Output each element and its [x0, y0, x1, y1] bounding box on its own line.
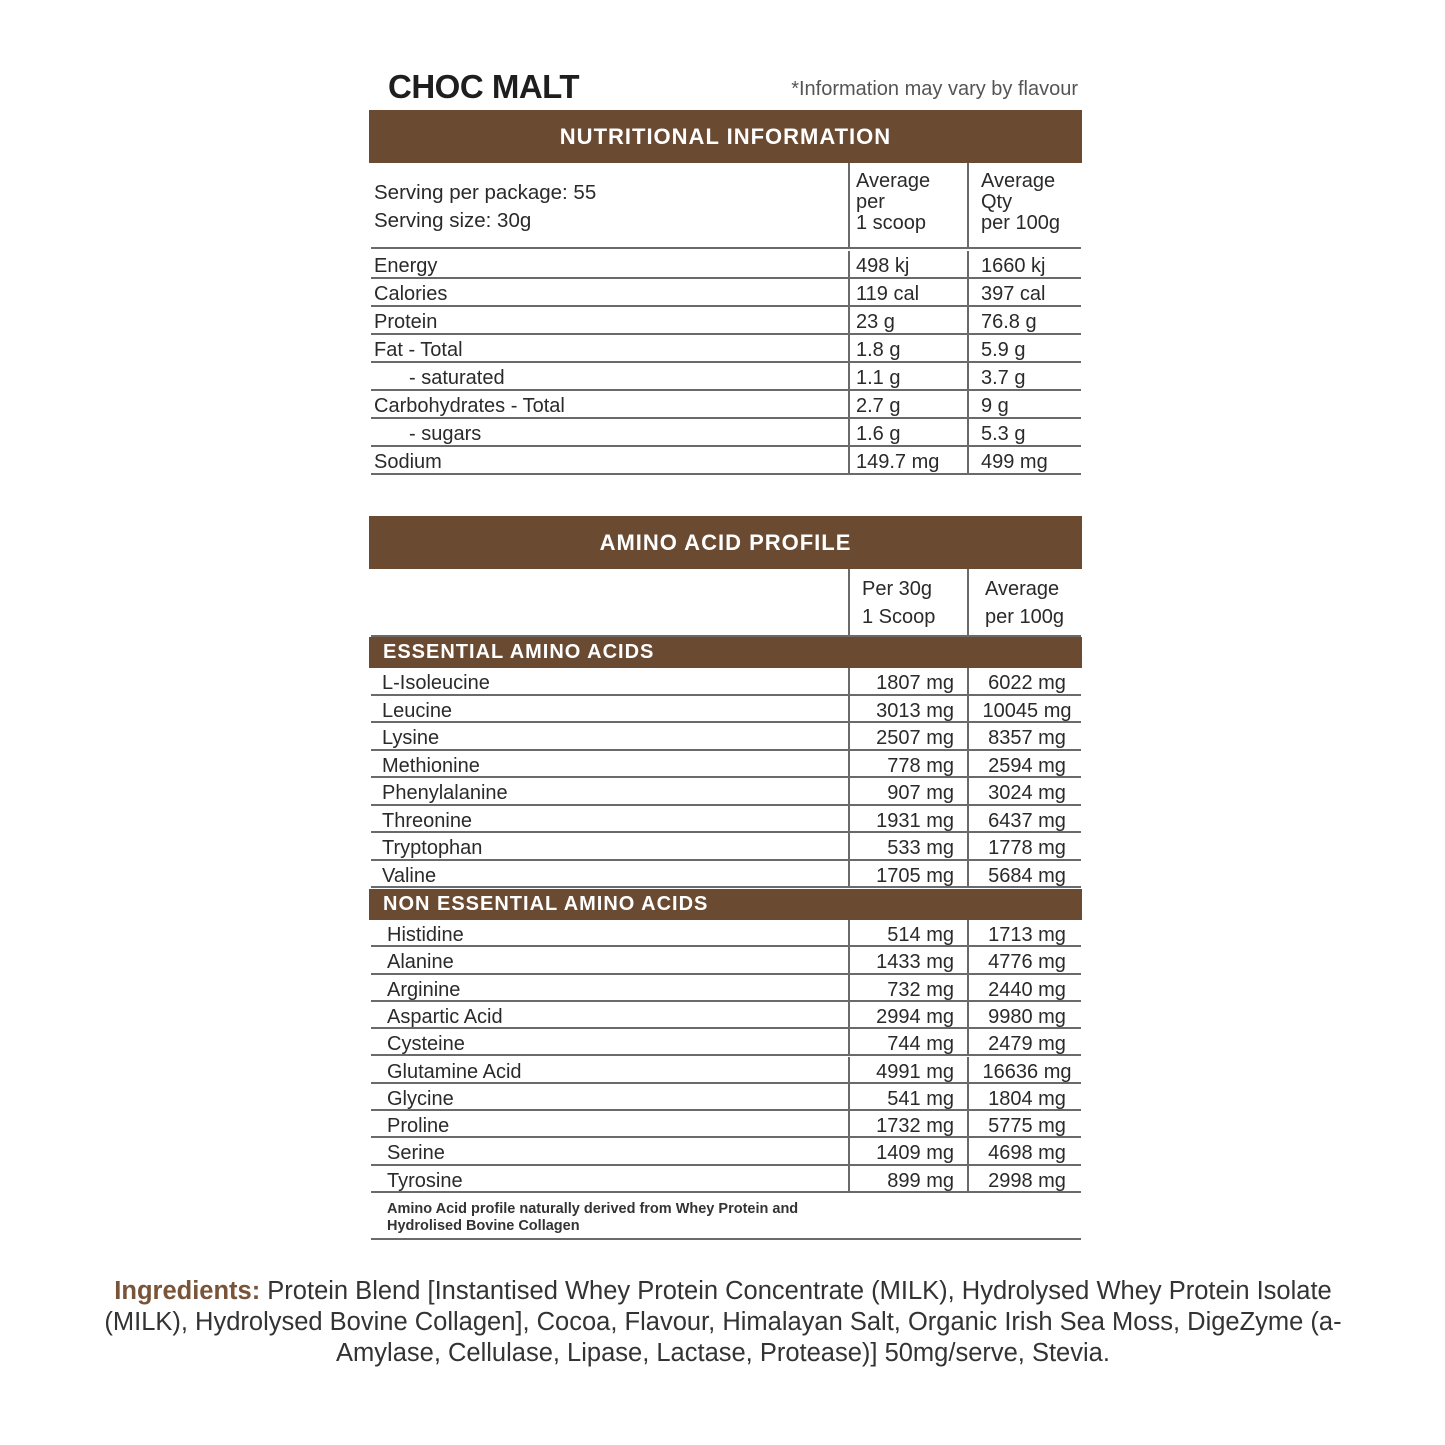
amino-header-row	[371, 569, 1081, 637]
row-label: Lysine	[382, 727, 440, 749]
amino-col-b-header	[967, 569, 1081, 635]
amino-footnote	[387, 1201, 857, 1235]
row-value-per-serve: 1705 mg	[848, 861, 968, 887]
nutrition-col-a-header	[848, 163, 968, 247]
row-value-per-100g: 1660 kj	[967, 251, 1081, 277]
row-value-per-100g: 397 cal	[967, 279, 1081, 305]
row-value-per-100g: 5775 mg	[967, 1111, 1081, 1136]
row-label: Carbohydrates - Total	[374, 395, 565, 417]
row-value-per-100g: 2479 mg	[967, 1029, 1081, 1054]
row-value-per-100g: 10045 mg	[967, 696, 1081, 722]
row-label: Tyrosine	[387, 1169, 463, 1192]
serving-size: Serving size: 30g	[374, 209, 532, 232]
nutrition-row	[371, 363, 1081, 391]
header-line: 1 Scoop	[862, 606, 936, 628]
row-label: L-Isoleucine	[382, 672, 490, 694]
amino-row	[371, 1111, 1081, 1138]
row-value-per-serve: 899 mg	[848, 1166, 968, 1191]
row-label: Valine	[382, 864, 437, 887]
row-value-per-100g: 6022 mg	[967, 668, 1081, 694]
row-value-per-serve: 744 mg	[848, 1029, 968, 1054]
amino-row	[371, 668, 1081, 696]
amino-row	[371, 723, 1081, 751]
row-value-per-100g: 16636 mg	[967, 1057, 1081, 1082]
header-line: per 100g	[981, 212, 1060, 234]
amino-row	[371, 920, 1081, 947]
row-value-per-serve: 541 mg	[848, 1084, 968, 1109]
row-label: Tryptophan	[382, 837, 483, 859]
header-line: Qty	[981, 191, 1013, 213]
row-value-per-serve: 1.1 g	[848, 363, 968, 389]
row-value-per-serve: 2507 mg	[848, 723, 968, 749]
amino-row	[371, 1002, 1081, 1029]
header-line: Per 30g	[862, 578, 933, 600]
row-label: Protein	[374, 311, 438, 333]
row-value-per-serve: 1433 mg	[848, 947, 968, 972]
row-value-per-serve: 1931 mg	[848, 806, 968, 832]
row-value-per-serve: 119 cal	[848, 279, 968, 305]
row-value-per-serve: 1.8 g	[848, 335, 968, 361]
serving-per-package: Serving per package: 55	[374, 181, 597, 204]
row-value-per-serve: 1.6 g	[848, 419, 968, 445]
row-label: Glutamine Acid	[387, 1060, 522, 1083]
row-label: - saturated	[409, 367, 505, 389]
amino-heading: AMINO ACID PROFILE	[369, 516, 1082, 569]
nutrition-serving-row	[371, 163, 1081, 249]
row-value-per-serve: 2.7 g	[848, 391, 968, 417]
row-label: Alanine	[387, 951, 454, 974]
row-value-per-100g: 8357 mg	[967, 723, 1081, 749]
nutrition-heading: NUTRITIONAL INFORMATION	[369, 110, 1082, 163]
row-value-per-100g: 5684 mg	[967, 861, 1081, 887]
row-label: Leucine	[382, 699, 453, 722]
header-line: 1 scoop	[856, 212, 927, 234]
footnote-line: Hydrolised Bovine Collagen	[387, 1218, 580, 1234]
amino-row	[371, 751, 1081, 779]
essential-heading: ESSENTIAL AMINO ACIDS	[369, 637, 1082, 668]
row-value-per-serve: 149.7 mg	[848, 447, 968, 473]
row-value-per-serve: 1732 mg	[848, 1111, 968, 1136]
row-value-per-100g: 499 mg	[967, 447, 1081, 473]
nutrition-row	[371, 251, 1081, 279]
row-label: Histidine	[387, 924, 464, 946]
row-value-per-serve: 4991 mg	[848, 1057, 968, 1082]
amino-row	[371, 861, 1081, 889]
amino-row	[371, 1029, 1081, 1056]
row-label: Energy	[374, 255, 438, 277]
row-value-per-serve: 732 mg	[848, 975, 968, 1000]
amino-row	[371, 947, 1081, 974]
product-title: CHOC MALT	[388, 68, 580, 105]
row-label: - sugars	[409, 423, 482, 445]
row-label: Methionine	[382, 754, 480, 777]
row-value-per-serve: 1409 mg	[848, 1138, 968, 1163]
row-value-per-100g: 4776 mg	[967, 947, 1081, 972]
flavour-note: *Information may vary by flavour	[791, 78, 1078, 100]
amino-col-a-header	[848, 569, 968, 635]
ingredients-text: Protein Blend [Instantised Whey Protein Concentrate (MILK), Hydrolysed Whey Protein Isolate (MILK), Hydrolysed Bovine Collagen], Cocoa, Flavour, Himalayan Salt, Organic Irish Sea Moss, DigeZyme (a-Amylase, Cellulase, Lipase, Lactase, Protease)] 50mg/serve, Stevia.	[104, 1277, 1342, 1367]
row-value-per-serve: 1807 mg	[848, 668, 968, 694]
row-value-per-100g: 9980 mg	[967, 1002, 1081, 1027]
row-label: Cysteine	[387, 1033, 465, 1056]
header-line: Average	[981, 170, 1056, 192]
header-line: per	[856, 191, 885, 213]
amino-row	[371, 975, 1081, 1002]
row-value-per-serve: 533 mg	[848, 833, 968, 859]
row-value-per-100g: 2998 mg	[967, 1166, 1081, 1191]
row-label: Fat - Total	[374, 339, 463, 361]
amino-row	[371, 778, 1081, 806]
footnote-line: Amino Acid profile naturally derived from Whey Protein and	[387, 1201, 799, 1217]
amino-row	[371, 1057, 1081, 1084]
amino-row	[371, 806, 1081, 834]
row-label: Proline	[387, 1115, 450, 1138]
serving-info	[374, 179, 596, 247]
amino-row	[371, 1166, 1081, 1193]
nutrition-row	[371, 335, 1081, 363]
nutrition-row	[371, 279, 1081, 307]
amino-row	[371, 833, 1081, 861]
row-value-per-100g: 1713 mg	[967, 920, 1081, 945]
non-essential-heading: NON ESSENTIAL AMINO ACIDS	[369, 889, 1082, 920]
amino-row	[371, 696, 1081, 724]
nutrition-row	[371, 391, 1081, 419]
ingredients-label: Ingredients:	[114, 1277, 261, 1305]
row-value-per-serve: 514 mg	[848, 920, 968, 945]
footnote-divider	[371, 1238, 1081, 1240]
row-label: Arginine	[387, 978, 461, 1001]
row-value-per-serve: 23 g	[848, 307, 968, 333]
row-label: Glycine	[387, 1087, 454, 1110]
row-value-per-serve: 2994 mg	[848, 1002, 968, 1027]
row-value-per-100g: 5.9 g	[967, 335, 1081, 361]
label-header	[369, 66, 1082, 110]
row-value-per-100g: 3.7 g	[967, 363, 1081, 389]
nutrition-row	[371, 307, 1081, 335]
row-label: Aspartic Acid	[387, 1005, 503, 1028]
nutrition-col-b-header	[967, 163, 1081, 247]
row-value-per-100g: 1804 mg	[967, 1084, 1081, 1109]
row-value-per-100g: 1778 mg	[967, 833, 1081, 859]
row-label: Serine	[387, 1142, 445, 1165]
row-value-per-serve: 498 kj	[848, 251, 968, 277]
nutrition-row	[371, 419, 1081, 447]
row-value-per-serve: 3013 mg	[848, 696, 968, 722]
row-label: Phenylalanine	[382, 782, 508, 804]
header-line: Average	[985, 578, 1060, 600]
row-value-per-100g: 76.8 g	[967, 307, 1081, 333]
amino-row	[371, 1084, 1081, 1111]
header-line: Average	[856, 170, 931, 192]
row-label: Threonine	[382, 809, 473, 832]
row-value-per-100g: 3024 mg	[967, 778, 1081, 804]
row-value-per-serve: 907 mg	[848, 778, 968, 804]
row-value-per-100g: 9 g	[967, 391, 1081, 417]
row-value-per-100g: 4698 mg	[967, 1138, 1081, 1163]
row-value-per-100g: 5.3 g	[967, 419, 1081, 445]
row-value-per-100g: 2440 mg	[967, 975, 1081, 1000]
nutrition-row	[371, 447, 1081, 475]
row-value-per-100g: 6437 mg	[967, 806, 1081, 832]
header-line: per 100g	[985, 606, 1064, 628]
row-value-per-100g: 2594 mg	[967, 751, 1081, 777]
ingredients	[88, 1276, 1358, 1369]
row-label: Sodium	[374, 451, 442, 473]
row-value-per-serve: 778 mg	[848, 751, 968, 777]
row-label: Calories	[374, 283, 448, 305]
amino-row	[371, 1138, 1081, 1165]
